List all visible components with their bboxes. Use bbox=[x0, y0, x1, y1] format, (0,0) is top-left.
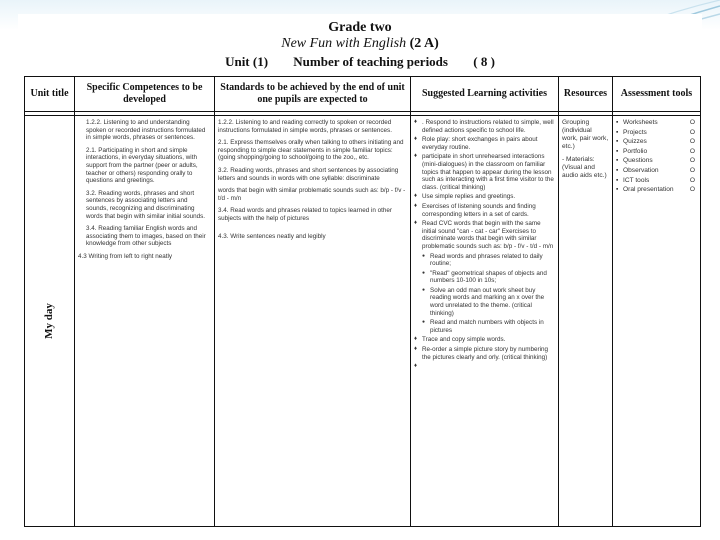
assessment-tool-item: ▪ Observation O bbox=[616, 167, 697, 175]
circle-mark: O bbox=[689, 119, 695, 126]
activity-subitem: ● Read and match numbers with objects in pictures bbox=[414, 319, 555, 334]
table-header-row bbox=[25, 77, 701, 112]
col-competences: Specific Competences to be developed bbox=[75, 77, 215, 112]
resources-cell bbox=[559, 116, 613, 527]
resource-item: Grouping (individual work, pair work, etc.) bbox=[562, 119, 609, 150]
assessment-tool-item: ▪ Portfolio O bbox=[616, 148, 697, 156]
table-row bbox=[25, 116, 701, 527]
assessment-cell bbox=[613, 116, 701, 527]
competences-cell bbox=[75, 116, 215, 527]
activity-item: ♦ Use simple replies and greetings. bbox=[414, 193, 555, 201]
col-resources: Resources bbox=[559, 77, 613, 112]
competence-item: 2.1. Participating in short and simple interactions, in everyday situations, with support from the partner (peer or adults, teacher or others) responding orally to questions and greetings. bbox=[86, 146, 198, 185]
unit-line bbox=[18, 54, 702, 70]
col-standards: Standards to be achieved by the end of unit one pupils are expected to bbox=[215, 77, 411, 112]
standard-item: 3.4. Read words and phrases related to topics learned in other subjects with the help of pictures bbox=[218, 207, 392, 222]
unit-label: Unit (1) bbox=[225, 54, 269, 69]
periods-label: Number of teaching periods bbox=[293, 54, 448, 69]
circle-mark: O bbox=[689, 186, 695, 194]
standard-item: words that begin with similar problematic sounds such as: b/p - f/v - t/d - m/n bbox=[218, 187, 406, 202]
activity-subitem: ● Read words and phrases related to daily routine; bbox=[414, 253, 555, 268]
assessment-tool-item: ▪ ICT tools O bbox=[616, 177, 697, 185]
competence-item: 4.3 Writing from left to right neatly bbox=[78, 252, 173, 260]
activity-subitem: ● "Read" geometrical shapes of objects and numbers 10-100 in 10s; bbox=[414, 270, 555, 285]
activity-item: ♦ . Respond to instructions related to simple, well defined actions specific to school life. bbox=[414, 119, 555, 134]
activity-item: ♦ Re-order a simple picture story by numbering the pictures clearly and orly. (critical thinking) bbox=[414, 346, 555, 361]
standard-item: 2.1. Express themselves orally when talking to others initiating and responding to simple clear statements in simple familiar topics: (going shopping/going to school/going to the zoo,, etc. bbox=[218, 139, 404, 162]
book-title: New Fun with English bbox=[281, 36, 407, 51]
assessment-tool-item: ▪ Questions O bbox=[616, 157, 697, 165]
unit-title-cell bbox=[25, 116, 75, 527]
circle-mark: O bbox=[689, 128, 695, 136]
circle-mark: O bbox=[689, 176, 695, 184]
competence-item: 3.4. Reading familiar English words and associating them to images, based on their knowledge from other subjects bbox=[86, 225, 206, 248]
assessment-tool-item: ▪ Quizzes O bbox=[616, 138, 697, 146]
circle-mark: O bbox=[689, 138, 695, 146]
activities-list bbox=[414, 119, 555, 361]
competence-item: 3.2. Reading words, phrases and short sentences by associating letters and sounds, recognizing and discriminating words that begin with similar initial sounds. bbox=[86, 189, 205, 220]
assessment-tool-item: ▪ Worksheets O bbox=[616, 119, 697, 127]
assessment-tool-item: ▪ Oral presentation O bbox=[616, 186, 697, 194]
assessment-tool-item: ▪ Projects O bbox=[616, 129, 697, 137]
resource-item: - Materials: (Visual and audio aids etc.) bbox=[562, 156, 607, 179]
standard-item: 3.2. Reading words, phrases and short sentences by associating letters and sounds in words with one syllable: discriminate bbox=[218, 166, 399, 182]
unit-title: My day bbox=[42, 303, 55, 339]
standard-item: 4.3. Write sentences neatly and legibly bbox=[218, 232, 326, 240]
activity-subitem: ● Solve an odd man out work sheet buy reading words and marking an x over the word unrelated to the theme. (critical thinking) bbox=[414, 287, 555, 317]
circle-mark: O bbox=[689, 157, 695, 165]
activity-item: ♦ participate in short unrehearsed interactions (mini-dialogues) in the classroom on familiar topics that happen to appear during the lesson such as interacting with a first time visitor to the class. (critical thinking) bbox=[414, 153, 555, 191]
activity-item: ♦ Exercises of listening sounds and finding corresponding letters in a set of cards. bbox=[414, 203, 555, 218]
activity-item: ♦ Trace and copy simple words. bbox=[414, 336, 555, 344]
col-unit-title: Unit title bbox=[25, 77, 75, 112]
activity-item: ♦ Role play: short exchanges in pairs about everyday routine. bbox=[414, 136, 555, 151]
col-activities: Suggested Learning activities bbox=[411, 77, 559, 112]
standards-cell bbox=[215, 116, 411, 527]
book-suffix: (2 A) bbox=[409, 36, 439, 51]
book-title-line bbox=[18, 36, 702, 52]
periods-value: ( 8 ) bbox=[473, 54, 495, 69]
unit-plan-table bbox=[24, 76, 701, 527]
col-assessment: Assessment tools bbox=[613, 77, 701, 112]
activity-item: ♦ Read CVC words that begin with the same initial sound "can - cat - car" Exercises to discriminate words that begin with similar problematic sounds such as: b/p - f/v - t/d - m/n bbox=[414, 220, 555, 250]
circle-mark: O bbox=[689, 147, 695, 155]
document-page bbox=[18, 14, 702, 526]
standard-item: 1.2.2. Listening to and reading correctly to spoken or recorded instructions formulated in simple words, phrases or sentences. bbox=[218, 119, 392, 134]
competence-item: 1.2.2. Listening to and understanding spoken or recorded instructions formulated in simple words, phrases or sentences. bbox=[86, 119, 206, 142]
assessment-tools-list bbox=[616, 119, 697, 194]
grade-title: Grade two bbox=[328, 20, 392, 35]
circle-mark: O bbox=[689, 166, 695, 174]
activities-cell bbox=[411, 116, 559, 527]
